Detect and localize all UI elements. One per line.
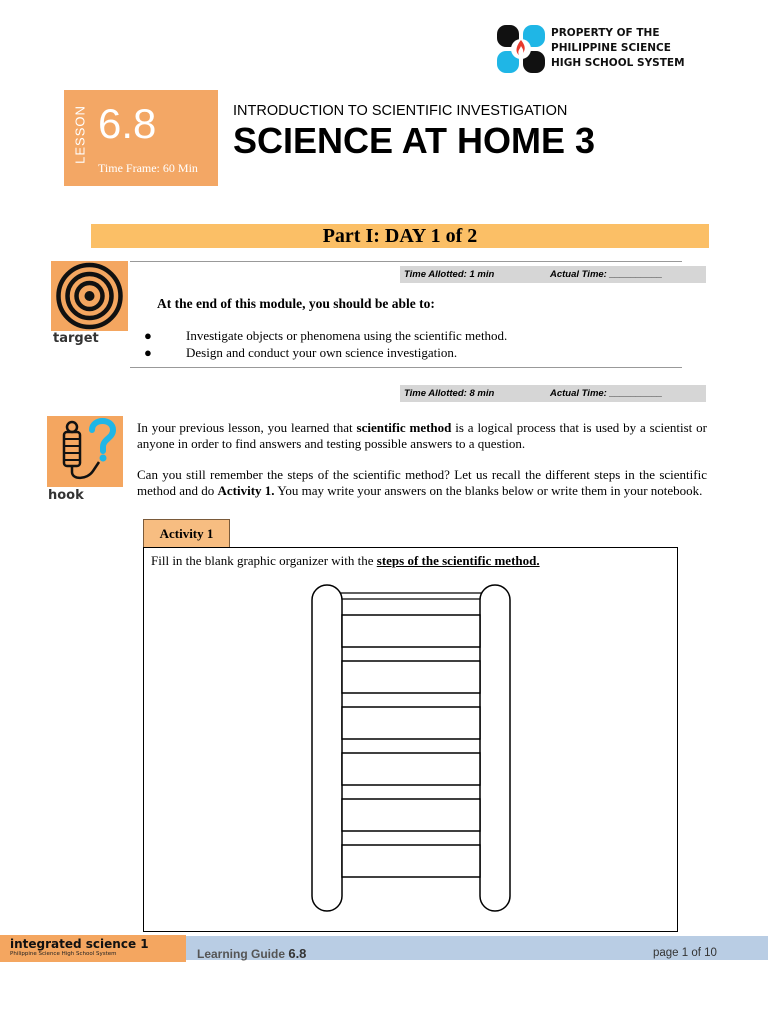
- objective-text: Design and conduct your own science investigation.: [186, 345, 458, 360]
- term-scientific-method: scientific method: [356, 420, 452, 435]
- step-blank[interactable]: [342, 845, 480, 877]
- text: Can you still remember the steps of the scientific method? Let us recall the different steps in the scientific method and do: [137, 467, 707, 498]
- activity-instruction: [151, 553, 540, 569]
- guide-label: Learning Guide: [197, 947, 289, 961]
- lesson-number: 6.8: [98, 100, 157, 147]
- hook-label: hook: [48, 488, 84, 503]
- step-blank[interactable]: [342, 799, 480, 831]
- footer-brand-sub: Philippine Science High School System: [10, 951, 117, 957]
- hook-paragraph-2: [137, 467, 707, 498]
- time-allotted: Time Allotted: 8 min: [404, 388, 495, 399]
- target-icon-box: [51, 261, 128, 331]
- property-line: PROPERTY OF THE: [551, 27, 660, 39]
- footer-brand: integrated science 1: [10, 937, 149, 951]
- page-title: SCIENCE AT HOME 3: [233, 120, 596, 161]
- actual-time: Actual Time: __________: [550, 269, 663, 280]
- lesson-kicker: INTRODUCTION TO SCIENTIFIC INVESTIGATION: [233, 103, 568, 119]
- step-blank[interactable]: [342, 753, 480, 785]
- text: is a logical process that is used by a scientist or anyone in order to find answers and testing possible answers to a question.: [137, 420, 707, 451]
- hook-icon-box: [47, 416, 123, 487]
- lesson-word-text: LESSON: [72, 105, 88, 164]
- divider: [130, 261, 682, 262]
- bullet-glyph: ●: [144, 328, 152, 343]
- activity-tab: Activity 1: [143, 519, 230, 547]
- time-frame: Time Frame: 60 Min: [98, 161, 198, 175]
- property-line: HIGH SCHOOL SYSTEM: [551, 57, 685, 69]
- lesson-word: [70, 102, 90, 172]
- part-title: Part I: DAY 1 of 2: [91, 224, 709, 248]
- activity-ref: Activity 1.: [217, 482, 275, 498]
- text: In your previous lesson, you learned that: [137, 420, 357, 435]
- bullet-glyph: ●: [144, 345, 152, 360]
- target-label: target: [53, 331, 99, 346]
- ladder-organizer: [310, 583, 512, 913]
- objective-text: Investigate objects or phenomena using the scientific method.: [186, 328, 508, 343]
- divider: [130, 367, 682, 368]
- time-allotted-bar: [400, 266, 706, 283]
- time-allotted-bar: [400, 385, 706, 402]
- ladder-rail-right: [480, 585, 510, 911]
- ladder-rail-left: [312, 585, 342, 911]
- actual-time: Actual Time: __________: [550, 388, 663, 399]
- property-notice: [551, 26, 685, 71]
- text: You may write your answers on the blanks below or write them in your notebook.: [274, 482, 703, 498]
- step-blank[interactable]: [342, 615, 480, 647]
- page-number: page 1 of 10: [653, 947, 717, 959]
- text: Fill in the blank graphic organizer with the: [151, 553, 377, 568]
- property-line: PHILIPPINE SCIENCE: [551, 42, 671, 54]
- time-allotted: Time Allotted: 1 min: [404, 269, 495, 280]
- target-icon: [51, 261, 128, 331]
- pshs-logo: [496, 24, 546, 74]
- hook-paragraph-1: [137, 420, 707, 451]
- guide-number: 6.8: [288, 946, 307, 961]
- step-blank[interactable]: [342, 661, 480, 693]
- footer-guide: [197, 946, 306, 961]
- objectives-heading: At the end of this module, you should be able to:: [157, 296, 435, 311]
- step-blank[interactable]: [342, 707, 480, 739]
- hook-icon: [47, 416, 123, 487]
- instruction-emphasis: steps of the scientific method.: [376, 553, 540, 568]
